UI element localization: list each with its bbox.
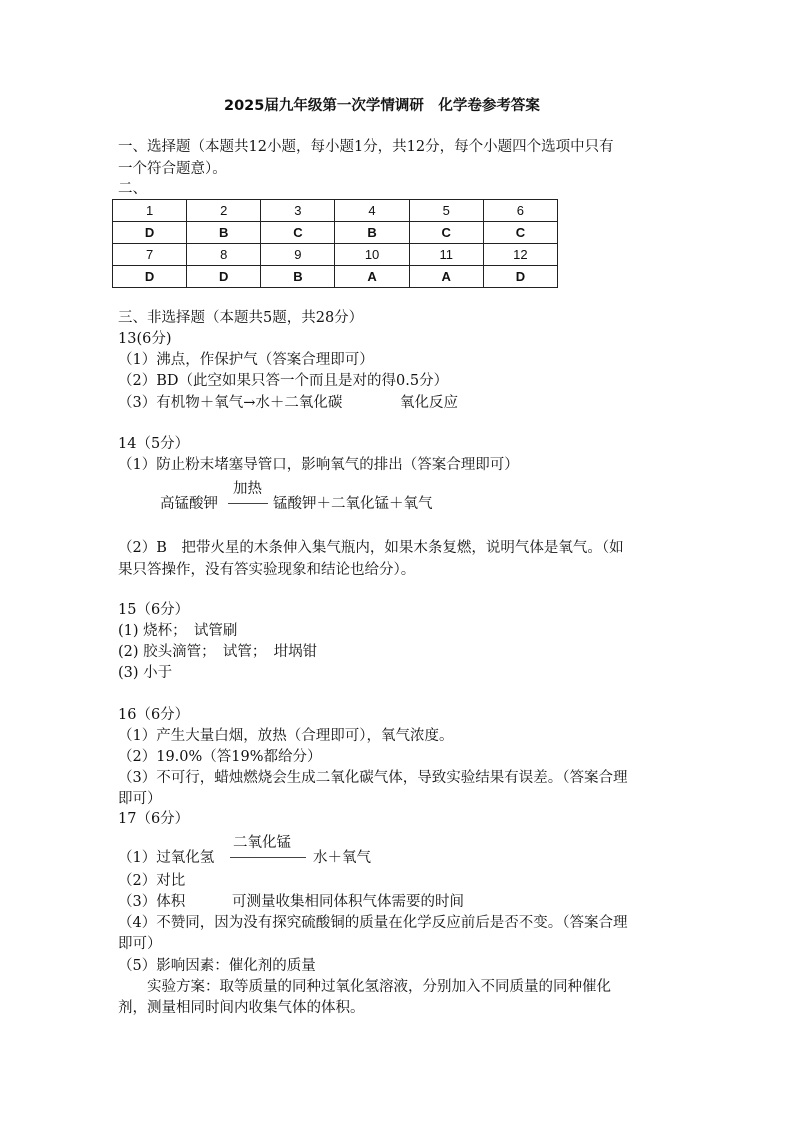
q14-reaction-reactant: 高锰酸钾 <box>160 496 218 512</box>
q16-answer-2: （2）19.0%（答19%都给分） <box>118 749 322 765</box>
table-cell: A <box>409 266 483 288</box>
table-row-answers <box>113 222 558 244</box>
q17-answer-4-line1: （4）不赞同，因为没有探究硫酸铜的质量在化学反应前后是否不变。（答案合理 <box>118 915 628 931</box>
page-title: 2025届九年级第一次学情调研 化学卷参考答案 <box>224 98 540 114</box>
q17-reaction-condition: 二氧化锰 <box>233 835 291 851</box>
q13-answer-2: （2）BD（此空如果只答一个而且是对的得0.5分） <box>118 373 449 389</box>
table-cell: A <box>335 266 409 288</box>
part1-description-line1: 一、选择题（本题共12小题，每小题1分，共12分，每个小题四个选项中只有 <box>118 139 614 155</box>
reaction-line <box>230 857 306 858</box>
q15-heading: 15（6分） <box>118 602 190 618</box>
q17-answer-5: （5）影响因素：催化剂的质量 <box>118 958 316 974</box>
q15-answer-1: (1) 烧杯； 试管刷 <box>118 623 238 639</box>
part2-label: 二、 <box>118 181 147 197</box>
q17-answer-4-line2: 即可） <box>118 936 162 952</box>
answer-table <box>112 199 558 288</box>
q14-reaction-products: 锰酸钾＋二氧化锰＋氧气 <box>273 496 433 512</box>
table-cell: 10 <box>335 244 409 266</box>
q16-answer-1: （1）产生大量白烟，放热（合理即可），氧气浓度。 <box>118 728 454 744</box>
table-cell: C <box>483 222 557 244</box>
table-cell: 12 <box>483 244 557 266</box>
table-cell: 4 <box>335 200 409 222</box>
q17-answer-6-line2: 剂，测量相同时间内收集气体的体积。 <box>118 1000 365 1016</box>
table-cell: C <box>409 222 483 244</box>
q13-heading: 13(6分) <box>118 331 172 347</box>
q17-answer-1-products: 水＋氧气 <box>313 850 371 866</box>
q16-answer-3-line1: （3）不可行，蜡烛燃烧会生成二氧化碳气体，导致实验结果有误差。（答案合理 <box>118 770 628 786</box>
q14-reaction-condition: 加热 <box>233 481 262 497</box>
q13-answer-1: （1）沸点，作保护气（答案合理即可） <box>118 352 374 368</box>
table-cell: C <box>261 222 335 244</box>
q14-answer-2-line1: （2）B 把带火星的木条伸入集气瓶内，如果木条复燃，说明气体是氧气。（如 <box>118 540 624 556</box>
table-cell: D <box>113 222 187 244</box>
q16-answer-3-line2: 即可） <box>118 791 162 807</box>
q17-answer-6-line1: 实验方案：取等质量的同种过氧化氢溶液，分别加入不同质量的同种催化 <box>118 979 611 995</box>
table-cell: D <box>483 266 557 288</box>
q17-heading: 17（6分） <box>118 811 190 827</box>
table-row-answers <box>113 266 558 288</box>
q14-answer-1: （1）防止粉末堵塞导管口，影响氧气的排出（答案合理即可） <box>118 457 519 473</box>
table-cell: 6 <box>483 200 557 222</box>
table-cell: 8 <box>187 244 261 266</box>
table-cell: 9 <box>261 244 335 266</box>
q13-answer-3-reaction-type: 氧化反应 <box>400 395 458 411</box>
table-cell: 3 <box>261 200 335 222</box>
table-cell: B <box>261 266 335 288</box>
q17-answer-2: （2）对比 <box>118 873 186 889</box>
table-cell: 11 <box>409 244 483 266</box>
q16-heading: 16（6分） <box>118 707 190 723</box>
part1-description-line2: 一个符合题意）。 <box>118 161 227 177</box>
table-cell: 7 <box>113 244 187 266</box>
q14-heading: 14（5分） <box>118 436 190 452</box>
q17-answer-1-reactant: （1）过氧化氢 <box>118 850 215 866</box>
part3-heading: 三、非选择题（本题共5题，共28分） <box>118 310 364 326</box>
q14-answer-2-line2: 果只答操作，没有答实验现象和结论也给分）。 <box>118 562 416 578</box>
table-cell: D <box>113 266 187 288</box>
table-row-numbers <box>113 200 558 222</box>
table-cell: 2 <box>187 200 261 222</box>
table-cell: B <box>187 222 261 244</box>
table-cell: 5 <box>409 200 483 222</box>
q15-answer-3: (3) 小于 <box>118 665 173 681</box>
q17-answer-3: （3）体积 <box>118 894 186 910</box>
q17-answer-3-detail: 可测量收集相同体积气体需要的时间 <box>232 894 464 910</box>
table-cell: D <box>187 266 261 288</box>
q15-answer-2: (2) 胶头滴管； 试管； 坩埚钳 <box>118 644 318 660</box>
table-cell: 1 <box>113 200 187 222</box>
q13-answer-3: （3）有机物＋氧气→水＋二氧化碳 <box>118 395 343 411</box>
table-cell: B <box>335 222 409 244</box>
table-row-numbers <box>113 244 558 266</box>
reaction-line <box>228 503 268 504</box>
